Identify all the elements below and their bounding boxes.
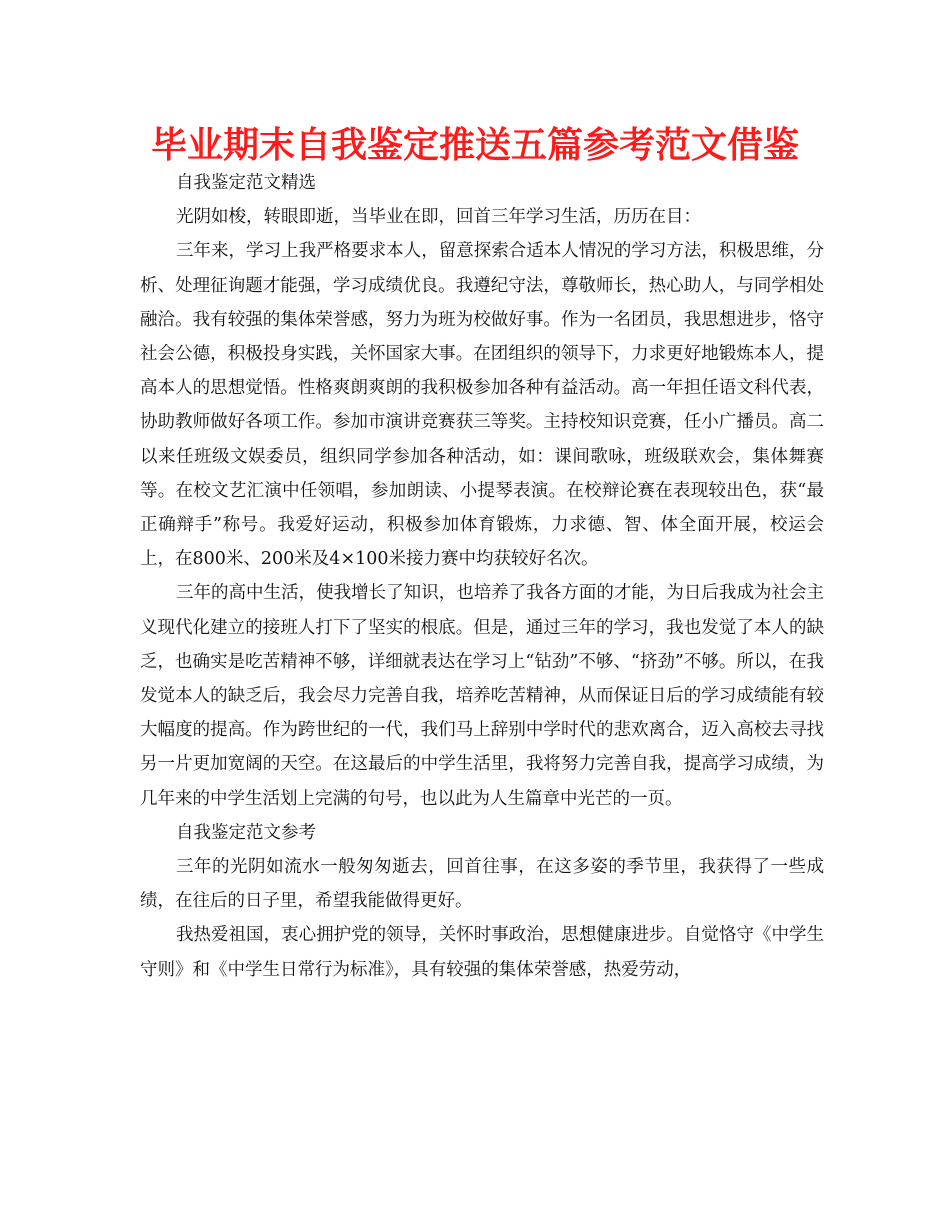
section-heading: 自我鉴定范文参考 xyxy=(176,822,316,843)
body-paragraph: 三年的光阴如流水一般匆匆逝去，回首往事，在这多姿的季节里，我获得了一些成绩，在往后的日子里，希望我能做得更好。 xyxy=(140,857,824,912)
document-body xyxy=(140,166,824,987)
section-heading: 自我鉴定范文精选 xyxy=(176,173,316,193)
body-paragraph: 我热爱祖国，衷心拥护党的领导，关怀时事政治，思想健康进步。自觉恪守《中学生守则》和《中学生日常行为标准》，具有较强的集体荣誉感，热爱劳动， xyxy=(140,925,824,980)
body-paragraph: 三年来，学习上我严格要求本人，留意探索合适本人情况的学习方法，积极思维，分析、处理征询题才能强，学习成绩优良。我遵纪守法，尊敬师长，热心助人，与同学相处融洽。我有较强的集体荣誉感，努力为班为校做好事。作为一名团员，我思想进步，恪守社会公德，积极投身实践，关怀国家大事。在团组织的领导下，力求更好地锻炼本人，提高本人的思想觉悟。性格爽朗爽朗的我积极参加各种有益活动。高一年担任语文科代表，协助教师做好各项工作。参加市演讲竞赛获三等奖。主持校知识竞赛，任小广播员。高二以来任班级文娱委员，组织同学参加各种活动，如：课间歌咏，班级联欢会，集体舞赛等。在校文艺汇演中任领唱，参加朗读、小提琴表演。在校辩论赛在表现较出色，获“最正确辩手”称号。我爱好运动，积极参加体育锻炼，力求德、智、体全面开展，校运会上，在800米、200米及4×100米接力赛中均获较好名次。 xyxy=(140,241,824,570)
body-paragraph: 三年的高中生活，使我增长了知识，也培养了我各方面的才能，为日后我成为社会主义现代化建立的接班人打下了坚实的根底。但是，通过三年的学习，我也发觉了本人的缺乏，也确实是吃苦精神不够，详细就表达在学习上“钻劲”不够、“挤劲”不够。所以，在我发觉本人的缺乏后，我会尽力完善自我，培养吃苦精神，从而保证日后的学习成绩能有较大幅度的提高。作为跨世纪的一代，我们马上辞别中学时代的悲欢离合，迈入高校去寻找另一片更加宽阔的天空。在这最后的中学生活里，我将努力完善自我，提高学习成绩，为几年来的中学生活划上完满的句号，也以此为人生篇章中光芒的一页。 xyxy=(140,583,824,809)
body-paragraph: 光阴如梭，转眼即逝，当毕业在即，回首三年学习生活，历历在目： xyxy=(176,207,701,228)
document-title: 毕业期末自我鉴定推送五篇参考范文借鉴 xyxy=(150,125,799,166)
